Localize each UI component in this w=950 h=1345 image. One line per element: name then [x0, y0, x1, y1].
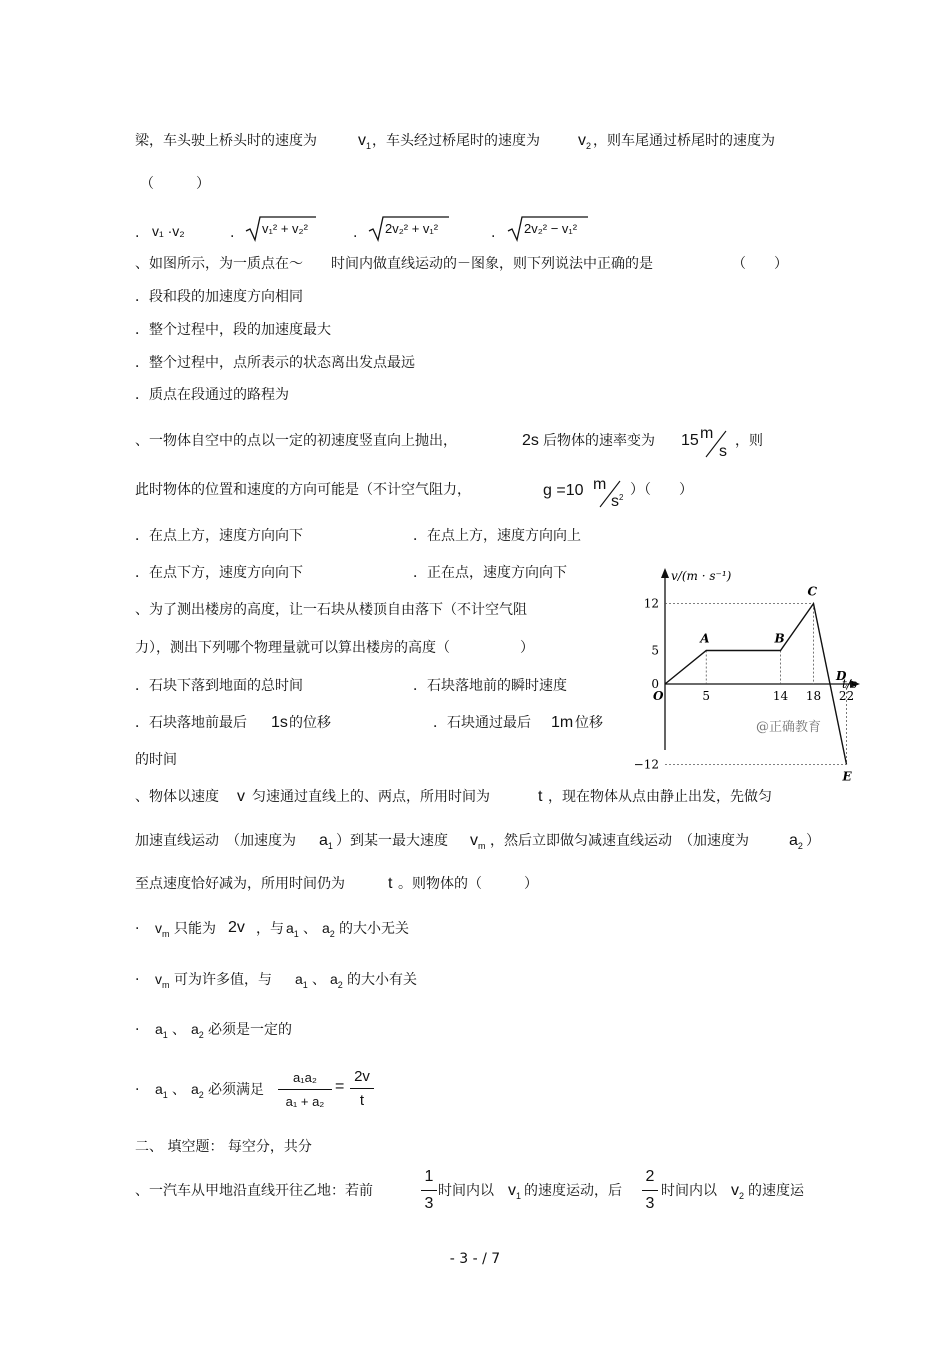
q9-option-b: ．石块落地前的瞬时速度 [413, 678, 567, 694]
section-2-heading: 二、 填空题： 每空分，共分 [135, 1139, 312, 1155]
unit-m-num: m [700, 425, 714, 442]
q10-option-c-sep: 、 [172, 1022, 186, 1038]
q10-option-a-a1: $a_1$ [286, 920, 299, 939]
watermark-text: @正确教育 [756, 720, 822, 735]
point-label-e: E [842, 769, 852, 784]
q10-option-d-dot: · [135, 1082, 140, 1098]
q11-stem-1: 、一汽车从甲地沿直线开往乙地：若前 [135, 1183, 373, 1199]
q9-option-d-3: 的时间 [135, 752, 177, 768]
q10-option-a-2v: 2v [228, 919, 245, 936]
option-a-dot: . [135, 225, 140, 241]
t-axis-label: t/s [842, 677, 858, 691]
q10-option-c-dot: · [135, 1022, 140, 1038]
unit-s-den: s [719, 443, 727, 460]
q8-stem-1: 、一物体自空中的点以一定的初速度竖直向上抛出， [135, 433, 457, 449]
v-axis-label: v/(m · s⁻¹) [671, 569, 732, 583]
q9-stem-2: 力），测出下列哪个物理量就可以算出楼房的高度（ ） [135, 640, 534, 656]
q8-15: 15 [681, 432, 699, 449]
q10-option-d-a1: $a_1$ [155, 1081, 168, 1100]
q8-paren: ）（ ） [630, 482, 693, 498]
q10-t: t [538, 788, 543, 805]
q10-option-d-sep: 、 [172, 1082, 186, 1098]
q10-stem-8: 至点速度恰好减为，所用时间仍为 [135, 876, 345, 892]
q8-g: g =10 [543, 482, 584, 499]
q10-vm: $v_m$ [470, 832, 486, 851]
q11-v2: $v_2$ [731, 1182, 745, 1201]
q10-option-d-a2: $a_2$ [191, 1081, 204, 1100]
option-a-formula: v₁ ·v₂ [152, 223, 185, 239]
q11-stem-5: 的速度运 [748, 1183, 804, 1199]
option-d-formula: 2v₂² − v₁² [524, 221, 578, 236]
q11-stem-3: 的速度运动，后 [524, 1183, 622, 1199]
y-tick-label: 5 [651, 643, 659, 658]
answer-paren: （ ） [140, 176, 210, 192]
x-tick-label: 22 [838, 689, 855, 703]
q7-option-c: ．整个过程中，点所表示的状态离出发点最远 [135, 355, 415, 371]
q10-option-b-a2: $a_2$ [330, 971, 343, 990]
q10-option-b-dot: · [135, 972, 140, 988]
q9-option-d-1: ．石块通过最后 [433, 715, 531, 731]
x-tick-label: 18 [805, 689, 822, 703]
q10-option-a-a2: $a_2$ [322, 920, 335, 939]
fraction-one-third: 1 3 [421, 1168, 437, 1213]
q8-option-d: ．正在点，速度方向向下 [413, 565, 567, 581]
q9-stem-1: 、为了测出楼房的高度，让一石块从楼顶自由落下（不计空气阻 [135, 602, 527, 618]
q7-stem: 、如图所示，为一质点在～ 时间内做直线运动的－图象，则下列说法中正确的是 [135, 256, 653, 272]
q9-option-d-2: 位移 [575, 715, 603, 731]
q9-option-c-1s: 1s [271, 714, 288, 731]
y-tick-label: 0 [651, 677, 659, 691]
q10-stem-2: 匀速通过直线上的、两点，所用时间为 [252, 789, 490, 805]
q10-stem-3: ，现在物体从点由静止出发，先做匀 [548, 789, 772, 805]
q10-stem-5: ）到某一最大速度 [336, 833, 448, 849]
equals-sign: = [335, 1078, 345, 1095]
point-label-d: D [836, 669, 847, 683]
condition-fraction-rhs: 2v t [350, 1068, 374, 1109]
q8-stem-4: 此时物体的位置和速度的方向可能是（不计空气阻力， [135, 482, 471, 498]
q10-option-c-a2: $a_2$ [191, 1021, 204, 1040]
q8-option-c: ．在点下方，速度方向向下 [135, 565, 303, 581]
q10-option-a-text3: 的大小无关 [339, 921, 409, 937]
q10-v: v [237, 788, 245, 805]
q10-option-b-text2: 的大小有关 [347, 972, 417, 988]
option-c-formula: 2v₂² + v₁² [385, 221, 439, 236]
q10-a2: $a_2$ [789, 832, 803, 851]
q10-stem-9: 。则物体的（ ） [398, 876, 538, 892]
q10-option-b-sep: 、 [312, 972, 326, 988]
x-tick-label: 5 [702, 689, 711, 703]
q7-option-d: ．质点在段通过的路程为 [135, 387, 289, 403]
q8-stem-3: ，则 [735, 433, 763, 449]
q10-option-b-text1: 可为许多值，与 [174, 972, 272, 988]
point-label-o: O [653, 689, 664, 703]
q10-option-b-a1: $a_1$ [295, 971, 308, 990]
q9-option-c-1: ．石块落地前最后 [135, 715, 247, 731]
condition-fraction-lhs: a₁a₂ a₁ + a₂ [278, 1070, 332, 1109]
option-c-dot: . [353, 225, 358, 241]
q9-option-d-1m: 1m [551, 714, 574, 731]
fraction-two-thirds: 2 3 [642, 1168, 658, 1213]
q10-option-a-vm: $v_m$ [155, 920, 170, 939]
q10-option-b-vm: $v_m$ [155, 971, 170, 990]
q7-option-a: ．段和段的加速度方向相同 [135, 289, 303, 305]
v-axis-arrow-icon [661, 568, 669, 578]
y-tick-label: 12 [643, 596, 659, 611]
q10-option-d-text: 必须满足 [208, 1082, 264, 1098]
option-b-formula: v₁² + v₂² [262, 221, 308, 236]
q9-option-a: ．石块下落到地面的总时间 [135, 678, 303, 694]
page-number: - 3 - / 7 [449, 1251, 501, 1267]
y-tick-label: −12 [633, 757, 659, 772]
v2-symbol: $v_2$ [578, 132, 592, 151]
q8-stem-2: 后物体的速率变为 [543, 433, 655, 449]
x-tick-label: 14 [772, 689, 789, 703]
v1-symbol: $v_1$ [358, 132, 372, 151]
q10-stem-6: ，然后立即做匀减速直线运动 （加速度为 [490, 833, 749, 849]
q10-option-a-dot: · [135, 921, 140, 937]
unit2-s-den: $s^2$ [611, 493, 624, 510]
q8-option-b: ．在点上方，速度方向向上 [413, 528, 581, 544]
q10-option-a-text2: ，与 [256, 921, 284, 937]
vt-graph [628, 560, 868, 784]
q10-stem-4: 加速直线运动 （加速度为 [135, 833, 296, 849]
q7-option-b: ．整个过程中，段的加速度最大 [135, 322, 331, 338]
q9-option-c-2: 的位移 [289, 715, 331, 731]
unit2-m-num: m [593, 476, 607, 493]
q10-option-c-text: 必须是一定的 [208, 1022, 292, 1038]
q8-2s: 2s [522, 432, 539, 449]
q8-option-a: ．在点上方，速度方向向下 [135, 528, 303, 544]
q10-t2: t [388, 875, 393, 892]
q11-stem-2: 时间内以 [438, 1183, 494, 1199]
q10-a1: $a_1$ [319, 832, 333, 851]
q10-option-c-a1: $a_1$ [155, 1021, 168, 1040]
point-label-c: C [807, 584, 818, 599]
q10-option-a-text1: 只能为 [174, 921, 216, 937]
q10-stem-7: ） [806, 833, 820, 849]
q6-stem-part3: ，则车尾通过桥尾时的速度为 [593, 133, 775, 149]
q6-stem-part1: 梁，车头驶上桥头时的速度为 [135, 133, 317, 149]
point-label-b: B [774, 631, 785, 646]
q7-paren: （ ） [732, 256, 788, 272]
option-d-dot: . [491, 225, 496, 241]
q11-stem-4: 时间内以 [661, 1183, 717, 1199]
point-label-a: A [700, 631, 710, 646]
q10-stem-1: 、物体以速度 [135, 789, 219, 805]
q11-v1: $v_1$ [508, 1182, 522, 1201]
option-b-dot: . [230, 225, 235, 241]
q10-option-a-sep: 、 [303, 921, 317, 937]
q6-stem-part2: ，车头经过桥尾时的速度为 [372, 133, 540, 149]
